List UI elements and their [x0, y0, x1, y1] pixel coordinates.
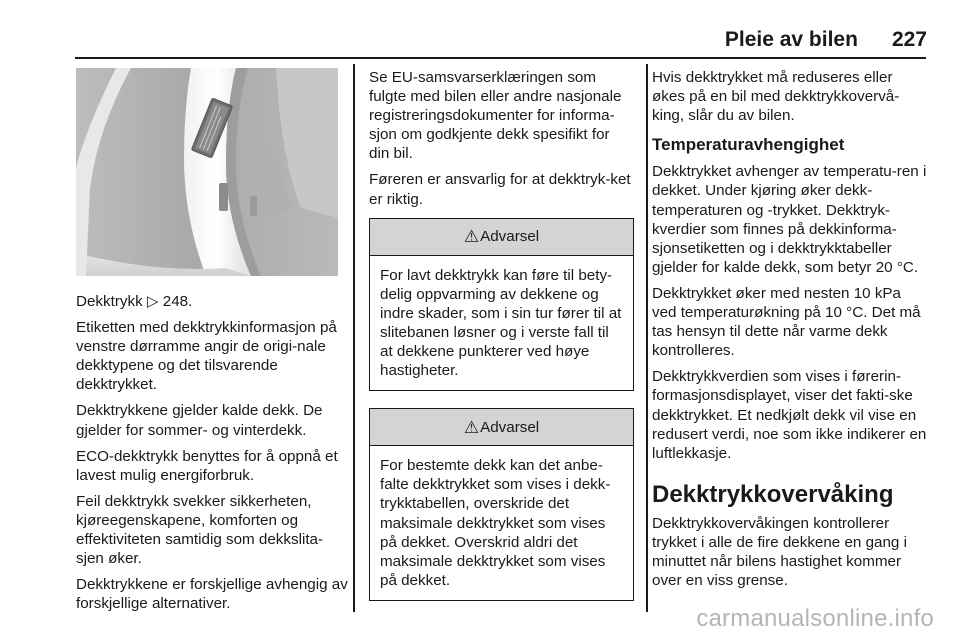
- warning-title: Advarsel: [480, 228, 540, 246]
- page-header: [725, 28, 927, 52]
- door-frame-photo: [76, 68, 338, 276]
- warning-box: [369, 218, 634, 392]
- section-title: Pleie av bilen: [724, 28, 858, 51]
- warning-text: For lavt dekktrykk kan føre til bety-delig oppvarming av dekkene og indre skader, som i sin tur fører til at slitebanen løsner og i verste fall til at dekkene punkterer ved høye hastigheter.: [380, 266, 622, 380]
- column-divider-right: [646, 64, 648, 612]
- warning-text: For bestemte dekk kan det anbe-falte dekktrykket som vises i dekk-trykktabellen, overskride det maksimale dekktrykket som vises på dekket. Overskrid aldri det maksimale dekktrykket som vises på dekket.: [380, 457, 611, 589]
- paragraph: Se EU-samsvarserklæringen som fulgte med bilen eller andre nasjonale registreringsdokumenter for informa-sjon om godkjente dekk spesifikt for din bil.: [369, 69, 622, 163]
- paragraph: Dekktrykkene gjelder kalde dekk. De gjelder for sommer- og vinterdekk.: [76, 402, 323, 439]
- paragraph: Dekktrykket øker med nesten 10 kPa ved temperaturøkning på 10 °C. Det må tas hensyn til dette når varme dekk kontrolleres.: [652, 284, 921, 360]
- paragraph: Etiketten med dekktrykkinformasjon på venstre dørramme angir de origi-nale dekktypene og det tilsvarende dekktrykket.: [76, 319, 337, 394]
- warning-triangle-icon: ⚠: [463, 227, 480, 247]
- warning-title: Advarsel: [480, 418, 540, 436]
- header-rule: [75, 57, 926, 59]
- heading-tyre-pressure-monitoring: Dekktrykkovervåking: [652, 480, 894, 508]
- column-left: [76, 292, 348, 620]
- paragraph: Føreren er ansvarlig for at dekktryk-ket er riktig.: [369, 171, 631, 208]
- warning-header: [370, 219, 633, 256]
- warning-box: [369, 408, 634, 601]
- paragraph: ECO-dekktrykk benyttes for å oppnå et lavest mulig energiforbruk.: [76, 447, 338, 484]
- heading-temperature: Temperaturavhengighet: [652, 135, 845, 155]
- watermark: carmanualsonline.info: [696, 605, 934, 632]
- paragraph: Dekktrykk ▷ 248.: [76, 293, 193, 310]
- paragraph: Dekktrykkverdien som vises i førerin-formasjonsdisplayet, viser det fakti-ske dekktrykket. Et nedkjølt dekk vil vise en redusert verdi, noe som ikke indikerer en luftlekkasje.: [652, 368, 927, 462]
- paragraph: Feil dekktrykk svekker sikkerheten, kjøreegenskapene, komforten og effektiviteten samtidig som dekkslita-sjen øker.: [76, 492, 324, 568]
- warning-header: [370, 409, 633, 446]
- paragraph: Hvis dekktrykket må reduseres eller økes på en bil med dekktrykkovervå-king, slår du av bilen.: [652, 69, 900, 125]
- column-middle: [369, 68, 634, 601]
- page-number: 227: [891, 28, 927, 51]
- column-right: [652, 68, 927, 597]
- paragraph: Dekktrykkene er forskjellige avhengig av forskjellige alternativer.: [76, 576, 348, 613]
- paragraph: Dekktrykkovervåkingen kontrollerer trykket i alle de fire dekkene en gang i minuttet når bilens hastighet kommer over en viss grense.: [652, 514, 907, 590]
- column-divider-left: [353, 64, 355, 612]
- paragraph: Dekktrykket avhenger av temperatu-ren i dekket. Under kjøring øker dekk-temperaturen og -trykket. Dekktryk-kverdier som finnes på dekkinforma-sjonsetiketten og i dekktrykktabeller gjelder for kalde dekk, som betyr 20 °C.: [652, 163, 927, 276]
- warning-triangle-icon: ⚠: [463, 417, 480, 437]
